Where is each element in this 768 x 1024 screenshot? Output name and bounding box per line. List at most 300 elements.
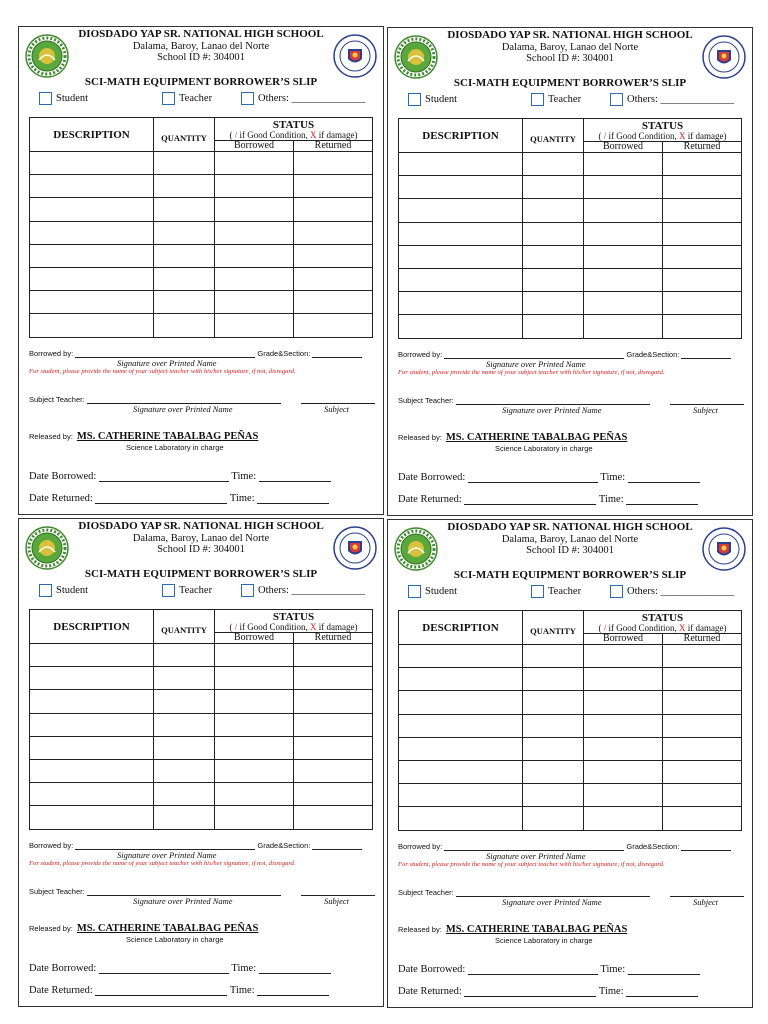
grade-section-label: Grade&Section: <box>626 842 680 851</box>
school-seal-icon <box>394 35 438 79</box>
quantity-cell[interactable] <box>154 783 215 806</box>
date-borrowed-field[interactable] <box>99 964 229 974</box>
description-cell[interactable] <box>399 245 523 268</box>
others-checkbox[interactable] <box>241 584 254 597</box>
date-returned-line <box>29 985 329 996</box>
date-returned-line <box>398 494 698 505</box>
quantity-cell[interactable] <box>523 645 584 668</box>
subject-teacher-field[interactable] <box>456 397 650 405</box>
borrowed-cell[interactable] <box>215 314 294 337</box>
quantity-cell[interactable] <box>154 713 215 736</box>
subject-teacher-label: Subject Teacher: <box>29 887 85 896</box>
borrowed-cell[interactable] <box>215 175 294 198</box>
quantity-header: QUANTITY <box>154 610 215 644</box>
others-checkbox[interactable] <box>241 92 254 105</box>
role-student[interactable] <box>39 584 88 597</box>
role-teacher[interactable] <box>162 92 212 105</box>
role-others[interactable] <box>610 585 734 598</box>
borrowed-by-line <box>398 350 731 359</box>
school-address: Dalama, Baroy, Lanao del Norte <box>132 40 270 52</box>
quantity-cell[interactable] <box>523 784 584 807</box>
others-checkbox[interactable] <box>610 585 623 598</box>
returned-cell[interactable] <box>663 268 742 291</box>
table-row <box>399 245 742 268</box>
returned-header: Returned <box>663 142 742 153</box>
borrowed-cell[interactable] <box>215 713 294 736</box>
table-row <box>399 176 742 199</box>
borrowed-cell[interactable] <box>584 668 663 691</box>
returned-cell[interactable] <box>294 667 373 690</box>
returned-cell[interactable] <box>663 176 742 199</box>
borrowed-cell[interactable] <box>584 315 663 338</box>
description-cell[interactable] <box>399 760 523 783</box>
quantity-cell[interactable] <box>523 268 584 291</box>
role-label: Others: ______________ <box>258 93 366 104</box>
student-checkbox[interactable] <box>39 584 52 597</box>
quantity-cell[interactable] <box>154 244 215 267</box>
subject-teacher-line <box>29 887 375 896</box>
status-note: ( / if Good Condition, X if damage) <box>229 621 358 632</box>
quantity-cell[interactable] <box>154 759 215 782</box>
role-options <box>388 585 752 599</box>
table-row <box>30 690 373 713</box>
returned-cell[interactable] <box>294 175 373 198</box>
role-options <box>19 584 383 598</box>
description-cell[interactable] <box>399 315 523 338</box>
table-row <box>30 291 373 314</box>
description-cell[interactable] <box>30 221 154 244</box>
borrower-signature-caption: Signature over Printed Name <box>117 358 217 368</box>
school-seal-icon <box>25 34 69 78</box>
time-borrowed-field[interactable] <box>628 965 700 975</box>
description-cell[interactable] <box>30 759 154 782</box>
role-teacher[interactable] <box>162 584 212 597</box>
table-row <box>399 784 742 807</box>
subject-field[interactable] <box>301 396 375 404</box>
quantity-cell[interactable] <box>154 806 215 829</box>
returned-cell[interactable] <box>663 784 742 807</box>
quantity-cell[interactable] <box>154 198 215 221</box>
borrower-signature-caption: Signature over Printed Name <box>486 359 586 369</box>
quantity-cell[interactable] <box>523 245 584 268</box>
time-label: Time: <box>600 964 626 975</box>
quantity-cell[interactable] <box>154 267 215 290</box>
school-address: Dalama, Baroy, Lanao del Norte <box>132 532 270 544</box>
released-by-name: MS. CATHERINE TABALBAG PEÑAS <box>76 923 259 934</box>
date-borrowed-line <box>29 963 331 974</box>
returned-header: Returned <box>294 633 373 644</box>
role-options <box>19 92 383 106</box>
time-returned-field[interactable] <box>257 986 329 996</box>
borrowed-cell[interactable] <box>584 760 663 783</box>
role-student[interactable] <box>408 93 457 106</box>
grade-section-field[interactable] <box>681 351 731 359</box>
quantity-cell[interactable] <box>523 199 584 222</box>
quantity-cell[interactable] <box>523 176 584 199</box>
description-cell[interactable] <box>399 153 523 176</box>
returned-cell[interactable] <box>663 668 742 691</box>
subject-field[interactable] <box>670 889 744 897</box>
returned-cell[interactable] <box>663 315 742 338</box>
borrower-slip <box>387 27 753 516</box>
time-returned-field[interactable] <box>257 494 329 504</box>
status-note: ( / if Good Condition, X if damage) <box>229 129 358 140</box>
borrowed-by-field[interactable] <box>75 350 255 358</box>
description-cell[interactable] <box>30 198 154 221</box>
description-cell[interactable] <box>30 713 154 736</box>
date-returned-field[interactable] <box>95 494 227 504</box>
time-borrowed-field[interactable] <box>628 473 700 483</box>
quantity-cell[interactable] <box>523 668 584 691</box>
date-returned-label: Date Returned: <box>398 986 462 997</box>
returned-cell[interactable] <box>294 244 373 267</box>
date-borrowed-label: Date Borrowed: <box>29 963 97 974</box>
subject-teacher-label: Subject Teacher: <box>398 396 454 405</box>
quantity-cell[interactable] <box>154 175 215 198</box>
table-row <box>399 268 742 291</box>
grade-section-label: Grade&Section: <box>257 841 311 850</box>
borrowed-cell[interactable] <box>584 292 663 315</box>
description-cell[interactable] <box>30 806 154 829</box>
date-borrowed-field[interactable] <box>468 473 598 483</box>
quantity-cell[interactable] <box>523 691 584 714</box>
status-note: ( / if Good Condition, X if damage) <box>598 130 727 141</box>
description-cell[interactable] <box>30 783 154 806</box>
damage-mark: X <box>679 622 686 633</box>
role-others[interactable] <box>241 92 365 105</box>
description-cell[interactable] <box>30 152 154 175</box>
subject-teacher-field[interactable] <box>87 888 281 896</box>
returned-cell[interactable] <box>663 737 742 760</box>
role-label: Others: ______________ <box>627 586 735 597</box>
borrowed-cell[interactable] <box>215 759 294 782</box>
quantity-cell[interactable] <box>154 314 215 337</box>
description-cell[interactable] <box>30 314 154 337</box>
school-id: School ID #: 304001 <box>157 52 245 63</box>
quantity-cell[interactable] <box>154 644 215 667</box>
school-name: DIOSDADO YAP SR. NATIONAL HIGH SCHOOL <box>78 520 324 532</box>
subject-caption: Subject <box>693 897 719 907</box>
description-cell[interactable] <box>399 668 523 691</box>
subject-field[interactable] <box>301 888 375 896</box>
borrowed-by-field[interactable] <box>444 351 624 359</box>
role-label: Teacher <box>179 93 213 104</box>
quantity-cell[interactable] <box>154 690 215 713</box>
borrowed-by-label: Borrowed by: <box>29 841 74 850</box>
borrowed-by-label: Borrowed by: <box>398 350 443 359</box>
quantity-cell[interactable] <box>523 222 584 245</box>
quantity-cell[interactable] <box>523 714 584 737</box>
returned-cell[interactable] <box>294 759 373 782</box>
quantity-header: QUANTITY <box>154 118 215 152</box>
borrowed-header: Borrowed <box>215 141 294 152</box>
description-cell[interactable] <box>399 645 523 668</box>
returned-cell[interactable] <box>663 645 742 668</box>
borrowed-cell[interactable] <box>584 199 663 222</box>
subject-teacher-field[interactable] <box>456 889 650 897</box>
role-label: Others: ______________ <box>627 94 735 105</box>
borrowed-header: Borrowed <box>584 142 663 153</box>
borrowed-cell[interactable] <box>584 176 663 199</box>
borrowed-cell[interactable] <box>215 244 294 267</box>
role-label: Teacher <box>179 585 213 596</box>
description-cell[interactable] <box>399 807 523 830</box>
table-row <box>399 714 742 737</box>
returned-cell[interactable] <box>294 198 373 221</box>
description-cell[interactable] <box>399 176 523 199</box>
quantity-cell[interactable] <box>523 292 584 315</box>
returned-cell[interactable] <box>294 221 373 244</box>
time-label: Time: <box>598 494 624 505</box>
description-cell[interactable] <box>30 736 154 759</box>
description-cell[interactable] <box>30 267 154 290</box>
borrowed-cell[interactable] <box>215 736 294 759</box>
date-returned-label: Date Returned: <box>398 494 462 505</box>
equipment-rows <box>399 153 742 339</box>
borrowed-cell[interactable] <box>215 667 294 690</box>
table-row <box>30 644 373 667</box>
returned-cell[interactable] <box>663 222 742 245</box>
school-header <box>69 29 333 64</box>
borrowed-by-line <box>398 842 731 851</box>
teacher-checkbox[interactable] <box>531 585 544 598</box>
borrowed-by-field[interactable] <box>444 843 624 851</box>
subject-teacher-field[interactable] <box>87 396 281 404</box>
returned-cell[interactable] <box>663 292 742 315</box>
time-returned-field[interactable] <box>626 495 698 505</box>
returned-cell[interactable] <box>663 245 742 268</box>
date-borrowed-label: Date Borrowed: <box>398 964 466 975</box>
quantity-cell[interactable] <box>154 667 215 690</box>
returned-cell[interactable] <box>294 314 373 337</box>
date-borrowed-field[interactable] <box>99 472 229 482</box>
teacher-checkbox[interactable] <box>162 92 175 105</box>
grade-section-label: Grade&Section: <box>626 350 680 359</box>
released-by-label: Released by: <box>29 924 73 933</box>
returned-cell[interactable] <box>294 267 373 290</box>
table-row <box>399 315 742 338</box>
borrowed-cell[interactable] <box>584 245 663 268</box>
returned-cell[interactable] <box>294 806 373 829</box>
borrowed-by-field[interactable] <box>75 842 255 850</box>
deped-seal-icon <box>702 527 746 571</box>
table-row <box>399 153 742 176</box>
borrowed-by-line <box>29 841 362 850</box>
description-cell[interactable] <box>30 244 154 267</box>
description-cell[interactable] <box>30 667 154 690</box>
table-row <box>399 668 742 691</box>
quantity-cell[interactable] <box>154 291 215 314</box>
date-returned-field[interactable] <box>464 987 596 997</box>
quantity-cell[interactable] <box>154 221 215 244</box>
teacher-signature-caption: Signature over Printed Name <box>133 896 233 906</box>
date-returned-field[interactable] <box>95 986 227 996</box>
date-borrowed-field[interactable] <box>468 965 598 975</box>
table-row <box>399 807 742 830</box>
date-borrowed-line <box>398 964 700 975</box>
status-title: STATUS <box>641 119 684 132</box>
school-header <box>69 521 333 556</box>
status-header <box>584 611 742 634</box>
subject-teacher-line <box>398 888 744 897</box>
description-cell[interactable] <box>399 784 523 807</box>
student-checkbox[interactable] <box>408 585 421 598</box>
subject-teacher-label: Subject Teacher: <box>398 888 454 897</box>
time-borrowed-field[interactable] <box>259 964 331 974</box>
equipment-rows <box>399 645 742 831</box>
teacher-signature-caption: Signature over Printed Name <box>133 404 233 414</box>
role-teacher[interactable] <box>531 585 581 598</box>
damage-mark: X <box>310 621 317 632</box>
role-teacher[interactable] <box>531 93 581 106</box>
returned-cell[interactable] <box>663 760 742 783</box>
returned-cell[interactable] <box>294 690 373 713</box>
quantity-cell[interactable] <box>523 807 584 830</box>
role-others[interactable] <box>241 584 365 597</box>
time-returned-field[interactable] <box>626 987 698 997</box>
borrowed-cell[interactable] <box>215 644 294 667</box>
time-label: Time: <box>600 472 626 483</box>
borrowed-cell[interactable] <box>215 221 294 244</box>
status-header <box>215 610 373 633</box>
returned-cell[interactable] <box>663 153 742 176</box>
date-returned-line <box>29 493 329 504</box>
table-row <box>30 667 373 690</box>
table-row <box>399 760 742 783</box>
equipment-table <box>29 609 373 830</box>
returned-cell[interactable] <box>294 291 373 314</box>
borrowed-cell[interactable] <box>215 806 294 829</box>
description-cell[interactable] <box>399 691 523 714</box>
borrowed-cell[interactable] <box>215 267 294 290</box>
subject-field[interactable] <box>670 397 744 405</box>
returned-cell[interactable] <box>663 199 742 222</box>
quantity-cell[interactable] <box>523 153 584 176</box>
borrowed-by-line <box>29 349 362 358</box>
role-label: Others: ______________ <box>258 585 366 596</box>
borrowed-cell[interactable] <box>584 784 663 807</box>
returned-cell[interactable] <box>294 152 373 175</box>
role-label: Student <box>56 93 89 104</box>
school-header <box>438 30 702 65</box>
returned-cell[interactable] <box>294 713 373 736</box>
borrowed-cell[interactable] <box>584 153 663 176</box>
borrowed-cell[interactable] <box>215 152 294 175</box>
time-borrowed-field[interactable] <box>259 472 331 482</box>
quantity-cell[interactable] <box>523 315 584 338</box>
borrowed-cell[interactable] <box>584 807 663 830</box>
teacher-checkbox[interactable] <box>531 93 544 106</box>
time-label: Time: <box>229 493 255 504</box>
school-id: School ID #: 304001 <box>157 544 245 555</box>
returned-cell[interactable] <box>663 714 742 737</box>
quantity-header: QUANTITY <box>523 611 584 645</box>
borrowed-cell[interactable] <box>215 291 294 314</box>
description-cell[interactable] <box>30 644 154 667</box>
borrowed-cell[interactable] <box>215 198 294 221</box>
borrowed-cell[interactable] <box>584 737 663 760</box>
quantity-cell[interactable] <box>523 737 584 760</box>
borrowed-cell[interactable] <box>215 783 294 806</box>
date-returned-label: Date Returned: <box>29 985 93 996</box>
table-row <box>30 783 373 806</box>
borrowed-cell[interactable] <box>584 268 663 291</box>
slip-title: SCI-MATH EQUIPMENT BORROWER’S SLIP <box>453 569 687 581</box>
description-cell[interactable] <box>30 291 154 314</box>
description-cell[interactable] <box>399 737 523 760</box>
date-returned-field[interactable] <box>464 495 596 505</box>
good-mark: / <box>234 129 238 140</box>
borrowed-cell[interactable] <box>215 690 294 713</box>
table-row <box>30 221 373 244</box>
description-cell[interactable] <box>399 714 523 737</box>
borrower-signature-caption: Signature over Printed Name <box>486 851 586 861</box>
quantity-cell[interactable] <box>523 760 584 783</box>
description-header: DESCRIPTION <box>30 118 154 152</box>
teacher-checkbox[interactable] <box>162 584 175 597</box>
returned-cell[interactable] <box>294 736 373 759</box>
role-student[interactable] <box>39 92 88 105</box>
description-cell[interactable] <box>399 292 523 315</box>
role-others[interactable] <box>610 93 734 106</box>
date-borrowed-label: Date Borrowed: <box>29 471 97 482</box>
returned-cell[interactable] <box>294 783 373 806</box>
table-row <box>399 199 742 222</box>
role-label: Teacher <box>548 586 582 597</box>
incharge-label: Science Laboratory in charge <box>495 444 593 453</box>
description-header: DESCRIPTION <box>399 119 523 153</box>
table-row <box>30 244 373 267</box>
status-note: ( / if Good Condition, X if damage) <box>598 622 727 633</box>
returned-cell[interactable] <box>663 807 742 830</box>
table-row <box>30 713 373 736</box>
quantity-cell[interactable] <box>154 152 215 175</box>
borrowed-cell[interactable] <box>584 714 663 737</box>
status-header <box>215 118 373 141</box>
description-cell[interactable] <box>399 268 523 291</box>
description-cell[interactable] <box>399 199 523 222</box>
description-cell[interactable] <box>30 690 154 713</box>
returned-header: Returned <box>294 141 373 152</box>
slip-title: SCI-MATH EQUIPMENT BORROWER’S SLIP <box>84 568 318 580</box>
teacher-signature-caption: Signature over Printed Name <box>502 897 602 907</box>
borrowed-cell[interactable] <box>584 645 663 668</box>
description-cell[interactable] <box>399 222 523 245</box>
returned-cell[interactable] <box>294 644 373 667</box>
role-student[interactable] <box>408 585 457 598</box>
quantity-cell[interactable] <box>154 736 215 759</box>
student-checkbox[interactable] <box>408 93 421 106</box>
borrowed-cell[interactable] <box>584 222 663 245</box>
table-row <box>30 152 373 175</box>
grade-section-field[interactable] <box>312 842 362 850</box>
description-cell[interactable] <box>30 175 154 198</box>
student-checkbox[interactable] <box>39 92 52 105</box>
equipment-table <box>398 610 742 831</box>
grade-section-field[interactable] <box>312 350 362 358</box>
borrowed-cell[interactable] <box>584 691 663 714</box>
others-checkbox[interactable] <box>610 93 623 106</box>
role-label: Teacher <box>548 94 582 105</box>
role-label: Student <box>425 94 458 105</box>
borrower-slip <box>18 26 384 515</box>
grade-section-label: Grade&Section: <box>257 349 311 358</box>
table-row <box>399 222 742 245</box>
grade-section-field[interactable] <box>681 843 731 851</box>
returned-cell[interactable] <box>663 691 742 714</box>
released-by-line <box>398 432 627 443</box>
status-header <box>584 119 742 142</box>
